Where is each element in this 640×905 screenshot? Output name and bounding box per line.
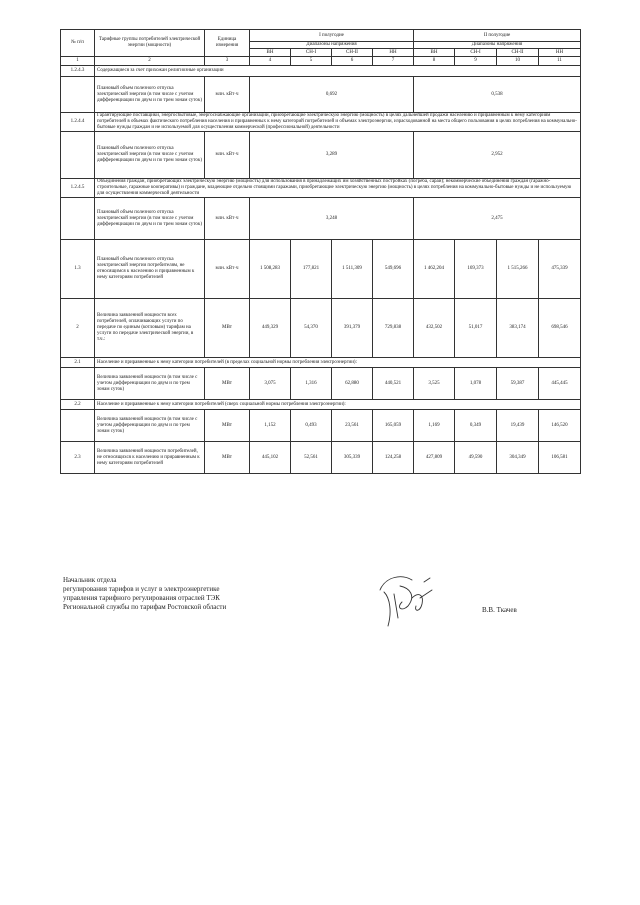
row-unit: МВт <box>205 410 250 442</box>
table-row <box>61 368 581 400</box>
header-level: ВН <box>250 49 291 57</box>
value-cell: 54,370 <box>291 299 332 358</box>
header-level: ВН <box>414 49 455 57</box>
row-label: Плановый объем полезного отпуска электрической энергии (в том числе с учетом дифференциации по двум и по трем зонам суток) <box>95 132 205 179</box>
footer-line: Начальник отдела <box>63 576 117 584</box>
row-unit: млн. кВт·ч <box>205 240 250 299</box>
header-half2: II полугодие <box>414 30 581 42</box>
header-level: НН <box>539 49 581 57</box>
header-level: СН-I <box>291 49 332 57</box>
table-row <box>61 77 581 113</box>
table-row <box>61 358 581 368</box>
row-label: Величина заявленной мощности (в том числе с учетом дифференциации по двум и по трем зонам суток) <box>95 368 205 400</box>
col-number: 7 <box>373 57 414 66</box>
value-half1: 3,289 <box>250 132 414 179</box>
value-half2: 0,538 <box>414 77 581 113</box>
row-number: 1.2.4.4 <box>61 113 95 132</box>
col-number: 8 <box>414 57 455 66</box>
value-cell: 177,821 <box>291 240 332 299</box>
row-number-empty <box>61 77 95 113</box>
value-cell: 1 508,283 <box>250 240 291 299</box>
value-cell: 3,525 <box>414 368 455 400</box>
table-row <box>61 240 581 299</box>
header-no: № п/п <box>61 30 95 57</box>
row-number: 2.1 <box>61 358 95 368</box>
value-half2: 2,952 <box>414 132 581 179</box>
row-number: 1.3 <box>61 240 95 299</box>
value-cell: 1 462,204 <box>414 240 455 299</box>
row-number: 1.2.4.5 <box>61 179 95 198</box>
header-level: НН <box>373 49 414 57</box>
row-unit: МВт <box>205 368 250 400</box>
col-number: 1 <box>61 57 95 66</box>
value-cell: 23,561 <box>332 410 373 442</box>
row-number: 2 <box>61 299 95 358</box>
value-cell: 52,561 <box>291 442 332 474</box>
row-number-empty <box>61 132 95 179</box>
row-number <box>61 410 95 442</box>
table-row <box>61 400 581 410</box>
value-cell: 0,349 <box>455 410 497 442</box>
value-cell: 146,520 <box>539 410 581 442</box>
row-label: Величина заявленной мощности потребителей, не относящихся к населению и приравненным к нему категориям потребителей <box>95 442 205 474</box>
table-row <box>61 113 581 132</box>
header-ranges-2: Диапазоны напряжения <box>414 42 581 49</box>
header-level: СН-II <box>497 49 539 57</box>
row-unit: млн. кВт·ч <box>205 198 250 240</box>
table-row <box>61 132 581 179</box>
footer-line: управления тарифного регулирования отраслей ТЭК <box>63 594 220 602</box>
footer-line: Региональной службы по тарифам Ростовской области <box>63 603 227 611</box>
row-unit: млн. кВт·ч <box>205 132 250 179</box>
row-unit: млн. кВт·ч <box>205 77 250 113</box>
row-category: Объединения граждан, приобретающих электрическую энергию (мощность) для использования в принадлежащих им хозяйственных постройках (погреба, сараи); некоммерческие объединения граждан (гаражно-строительные, гаражные кооперативы) и граждане, владеющие отдельно стоящими гаражами, приобретающие электрическую энергию (мощность) в целях потребления на коммунально-бытовые нужды и не используемую для осуществления коммерческой деятельности <box>95 179 581 198</box>
value-cell: 305,339 <box>332 442 373 474</box>
header-unit: Единица измерения <box>205 30 250 57</box>
row-category: Содержащиеся за счет прихожан религиозные организации <box>95 66 581 77</box>
value-cell: 383,174 <box>497 299 539 358</box>
value-cell: 49,590 <box>455 442 497 474</box>
row-number <box>61 368 95 400</box>
row-unit: МВт <box>205 442 250 474</box>
value-cell: 304,349 <box>497 442 539 474</box>
value-cell: 169,373 <box>455 240 497 299</box>
value-cell: 445,445 <box>539 368 581 400</box>
col-number: 4 <box>250 57 291 66</box>
signer-name: В.В. Ткачев <box>482 606 517 614</box>
row-category: Население и приравненные к нему категории потребителей (сверх социальной нормы потребления электроэнергии): <box>95 400 581 410</box>
col-number: 11 <box>539 57 581 66</box>
row-number-empty <box>61 198 95 240</box>
col-number: 5 <box>291 57 332 66</box>
value-cell: 449,329 <box>250 299 291 358</box>
row-number: 2.2 <box>61 400 95 410</box>
row-category: Население и приравненные к нему категории потребителей (в пределах социальной нормы потребления электроэнергии): <box>95 358 581 368</box>
signature-block <box>63 576 226 612</box>
value-cell: 1,169 <box>414 410 455 442</box>
value-cell: 59,387 <box>497 368 539 400</box>
row-label: Величина заявленной мощности всех потребителей, оплачивающих услуги по передаче по единым (котловым) тарифам на услуги по передаче электрической энергии, в т.ч.: <box>95 299 205 358</box>
value-half1: 0,692 <box>250 77 414 113</box>
value-cell: 391,379 <box>332 299 373 358</box>
col-number: 6 <box>332 57 373 66</box>
col-number: 2 <box>95 57 205 66</box>
row-unit: МВт <box>205 299 250 358</box>
header-group: Тарифные группы потребителей электрической энергии (мощности) <box>95 30 205 57</box>
value-cell: 165,059 <box>373 410 414 442</box>
value-cell: 19,439 <box>497 410 539 442</box>
value-cell: 549,696 <box>373 240 414 299</box>
handwritten-signature-icon <box>372 568 442 632</box>
table-row <box>61 198 581 240</box>
row-label: Плановый объем полезного отпуска электрической энергии (в том числе с учетом дифференциации по двум и по трем зонам суток) <box>95 198 205 240</box>
value-cell: 427,809 <box>414 442 455 474</box>
col-number: 3 <box>205 57 250 66</box>
value-cell: 1 515,266 <box>497 240 539 299</box>
tariff-table <box>60 29 581 474</box>
value-half1: 3,248 <box>250 198 414 240</box>
col-number: 9 <box>455 57 497 66</box>
value-half2: 2,475 <box>414 198 581 240</box>
row-number: 2.3 <box>61 442 95 474</box>
value-cell: 432,502 <box>414 299 455 358</box>
value-cell: 475,339 <box>539 240 581 299</box>
row-label: Плановый объем полезного отпуска электрической энергии потребителям, не относящимся к населению и приравненным к нему категориям потребителей <box>95 240 205 299</box>
row-number: 1.2.4.3 <box>61 66 95 77</box>
value-cell: 445,102 <box>250 442 291 474</box>
value-cell: 1,078 <box>455 368 497 400</box>
header-ranges-1: Диапазоны напряжения <box>250 42 414 49</box>
header-level: СН-I <box>455 49 497 57</box>
table-row <box>61 410 581 442</box>
table-row <box>61 299 581 358</box>
table-row <box>61 442 581 474</box>
row-label: Плановый объем полезного отпуска электрической энергии (в том числе с учетом дифференциации по двум и по трем зонам суток) <box>95 77 205 113</box>
value-cell: 51,017 <box>455 299 497 358</box>
value-cell: 698,546 <box>539 299 581 358</box>
value-cell: 124,258 <box>373 442 414 474</box>
value-cell: 729,838 <box>373 299 414 358</box>
value-cell: 3,075 <box>250 368 291 400</box>
value-cell: 1 511,309 <box>332 240 373 299</box>
row-label: Величина заявленной мощности (в том числе с учетом дифференциации по двум и по трем зонам суток) <box>95 410 205 442</box>
col-number: 10 <box>497 57 539 66</box>
header-half1: I полугодие <box>250 30 414 42</box>
value-cell: 106,581 <box>539 442 581 474</box>
table-row <box>61 66 581 77</box>
table-row <box>61 179 581 198</box>
value-cell: 1,152 <box>250 410 291 442</box>
footer-line: регулирования тарифов и услуг в электроэнергетике <box>63 585 220 593</box>
value-cell: 440,521 <box>373 368 414 400</box>
row-category: Гарантирующие поставщики, энергосбытовые, энергоснабжающие организации, приобретающие электрическую энергию (мощность) в целях дальнейшей продажи населению и приравненным к нему категориям потребителей в объемах фактического потребления населения и приравненных к нему категорий потребителей и объемах электроэнергии, израсходованной на места общего пользования в целях потребления на коммунально-бытовые нужды граждан и не используемой для осуществления коммерческой (профессиональной) деятельности <box>95 113 581 132</box>
header-level: СН-II <box>332 49 373 57</box>
value-cell: 1,316 <box>291 368 332 400</box>
value-cell: 62,880 <box>332 368 373 400</box>
value-cell: 0,493 <box>291 410 332 442</box>
